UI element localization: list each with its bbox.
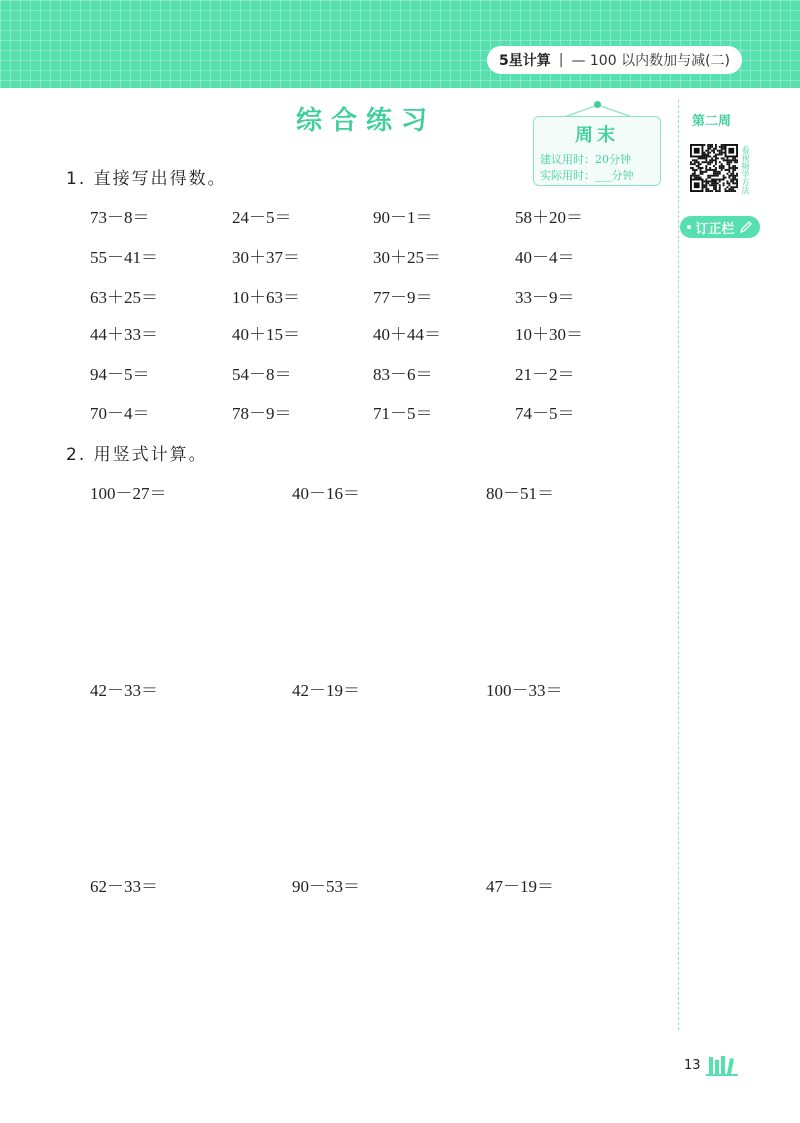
problem-item: 100－27＝ bbox=[90, 484, 167, 503]
week-label: 第二周 bbox=[692, 114, 732, 129]
correction-label: 订正栏 bbox=[695, 221, 735, 237]
problem-item: 63＋25＝ bbox=[90, 288, 158, 307]
problem-item: 47－19＝ bbox=[486, 877, 554, 896]
problem-item: 21－2＝ bbox=[515, 365, 575, 384]
suggested-time: 建议用时：20分钟 bbox=[540, 153, 631, 166]
problem-item: 55－41＝ bbox=[90, 248, 158, 267]
actual-time: 实际用时：___分钟 bbox=[540, 169, 634, 182]
problem-item: 83－6＝ bbox=[373, 365, 433, 384]
problem-item: 30＋25＝ bbox=[373, 248, 441, 267]
books-icon bbox=[706, 1054, 738, 1078]
sidebar-divider bbox=[678, 100, 679, 1030]
problem-item: 40－4＝ bbox=[515, 248, 575, 267]
problem-item: 77－9＝ bbox=[373, 288, 433, 307]
problem-item: 90－53＝ bbox=[292, 877, 360, 896]
qr-caption: 看视频学方法 bbox=[741, 146, 750, 194]
problem-item: 80－51＝ bbox=[486, 484, 554, 503]
problem-item: 42－33＝ bbox=[90, 681, 158, 700]
problem-item: 30＋37＝ bbox=[232, 248, 300, 267]
correction-badge bbox=[680, 216, 760, 238]
stamp-pin-icon bbox=[594, 101, 601, 108]
bullet-dot-icon bbox=[687, 225, 691, 229]
time-stamp-card bbox=[533, 116, 661, 186]
problem-item: 40＋15＝ bbox=[232, 325, 300, 344]
problem-item: 70－4＝ bbox=[90, 404, 150, 423]
chapter-topic: — 100 以内数加与减(二) bbox=[571, 53, 730, 69]
problem-item: 90－1＝ bbox=[373, 208, 433, 227]
problem-item: 94－5＝ bbox=[90, 365, 150, 384]
qr-code-icon[interactable] bbox=[690, 144, 738, 192]
problem-item: 10＋30＝ bbox=[515, 325, 583, 344]
problem-item: 10＋63＝ bbox=[232, 288, 300, 307]
problem-item: 71－5＝ bbox=[373, 404, 433, 423]
section-title: 综合练习 bbox=[296, 106, 437, 136]
header-separator: | bbox=[558, 52, 564, 68]
question-1-title: 1. 直接写出得数。 bbox=[66, 169, 227, 189]
header-banner bbox=[0, 0, 800, 88]
problem-item: 54－8＝ bbox=[232, 365, 292, 384]
brand-label: 5星计算 bbox=[498, 53, 551, 69]
pencil-icon bbox=[739, 220, 753, 234]
problem-item: 24－5＝ bbox=[232, 208, 292, 227]
problem-item: 58＋20＝ bbox=[515, 208, 583, 227]
question-2-title: 2. 用竖式计算。 bbox=[66, 445, 208, 465]
stamp-title: 周末 bbox=[575, 125, 619, 146]
problem-item: 44＋33＝ bbox=[90, 325, 158, 344]
problem-item: 40＋44＝ bbox=[373, 325, 441, 344]
problem-item: 74－5＝ bbox=[515, 404, 575, 423]
problem-item: 78－9＝ bbox=[232, 404, 292, 423]
header-tab bbox=[487, 46, 742, 74]
problem-item: 62－33＝ bbox=[90, 877, 158, 896]
problem-item: 40－16＝ bbox=[292, 484, 360, 503]
problem-item: 100－33＝ bbox=[486, 681, 563, 700]
problem-item: 42－19＝ bbox=[292, 681, 360, 700]
page-number: 13 bbox=[684, 1058, 701, 1073]
problem-item: 73－8＝ bbox=[90, 208, 150, 227]
problem-item: 33－9＝ bbox=[515, 288, 575, 307]
